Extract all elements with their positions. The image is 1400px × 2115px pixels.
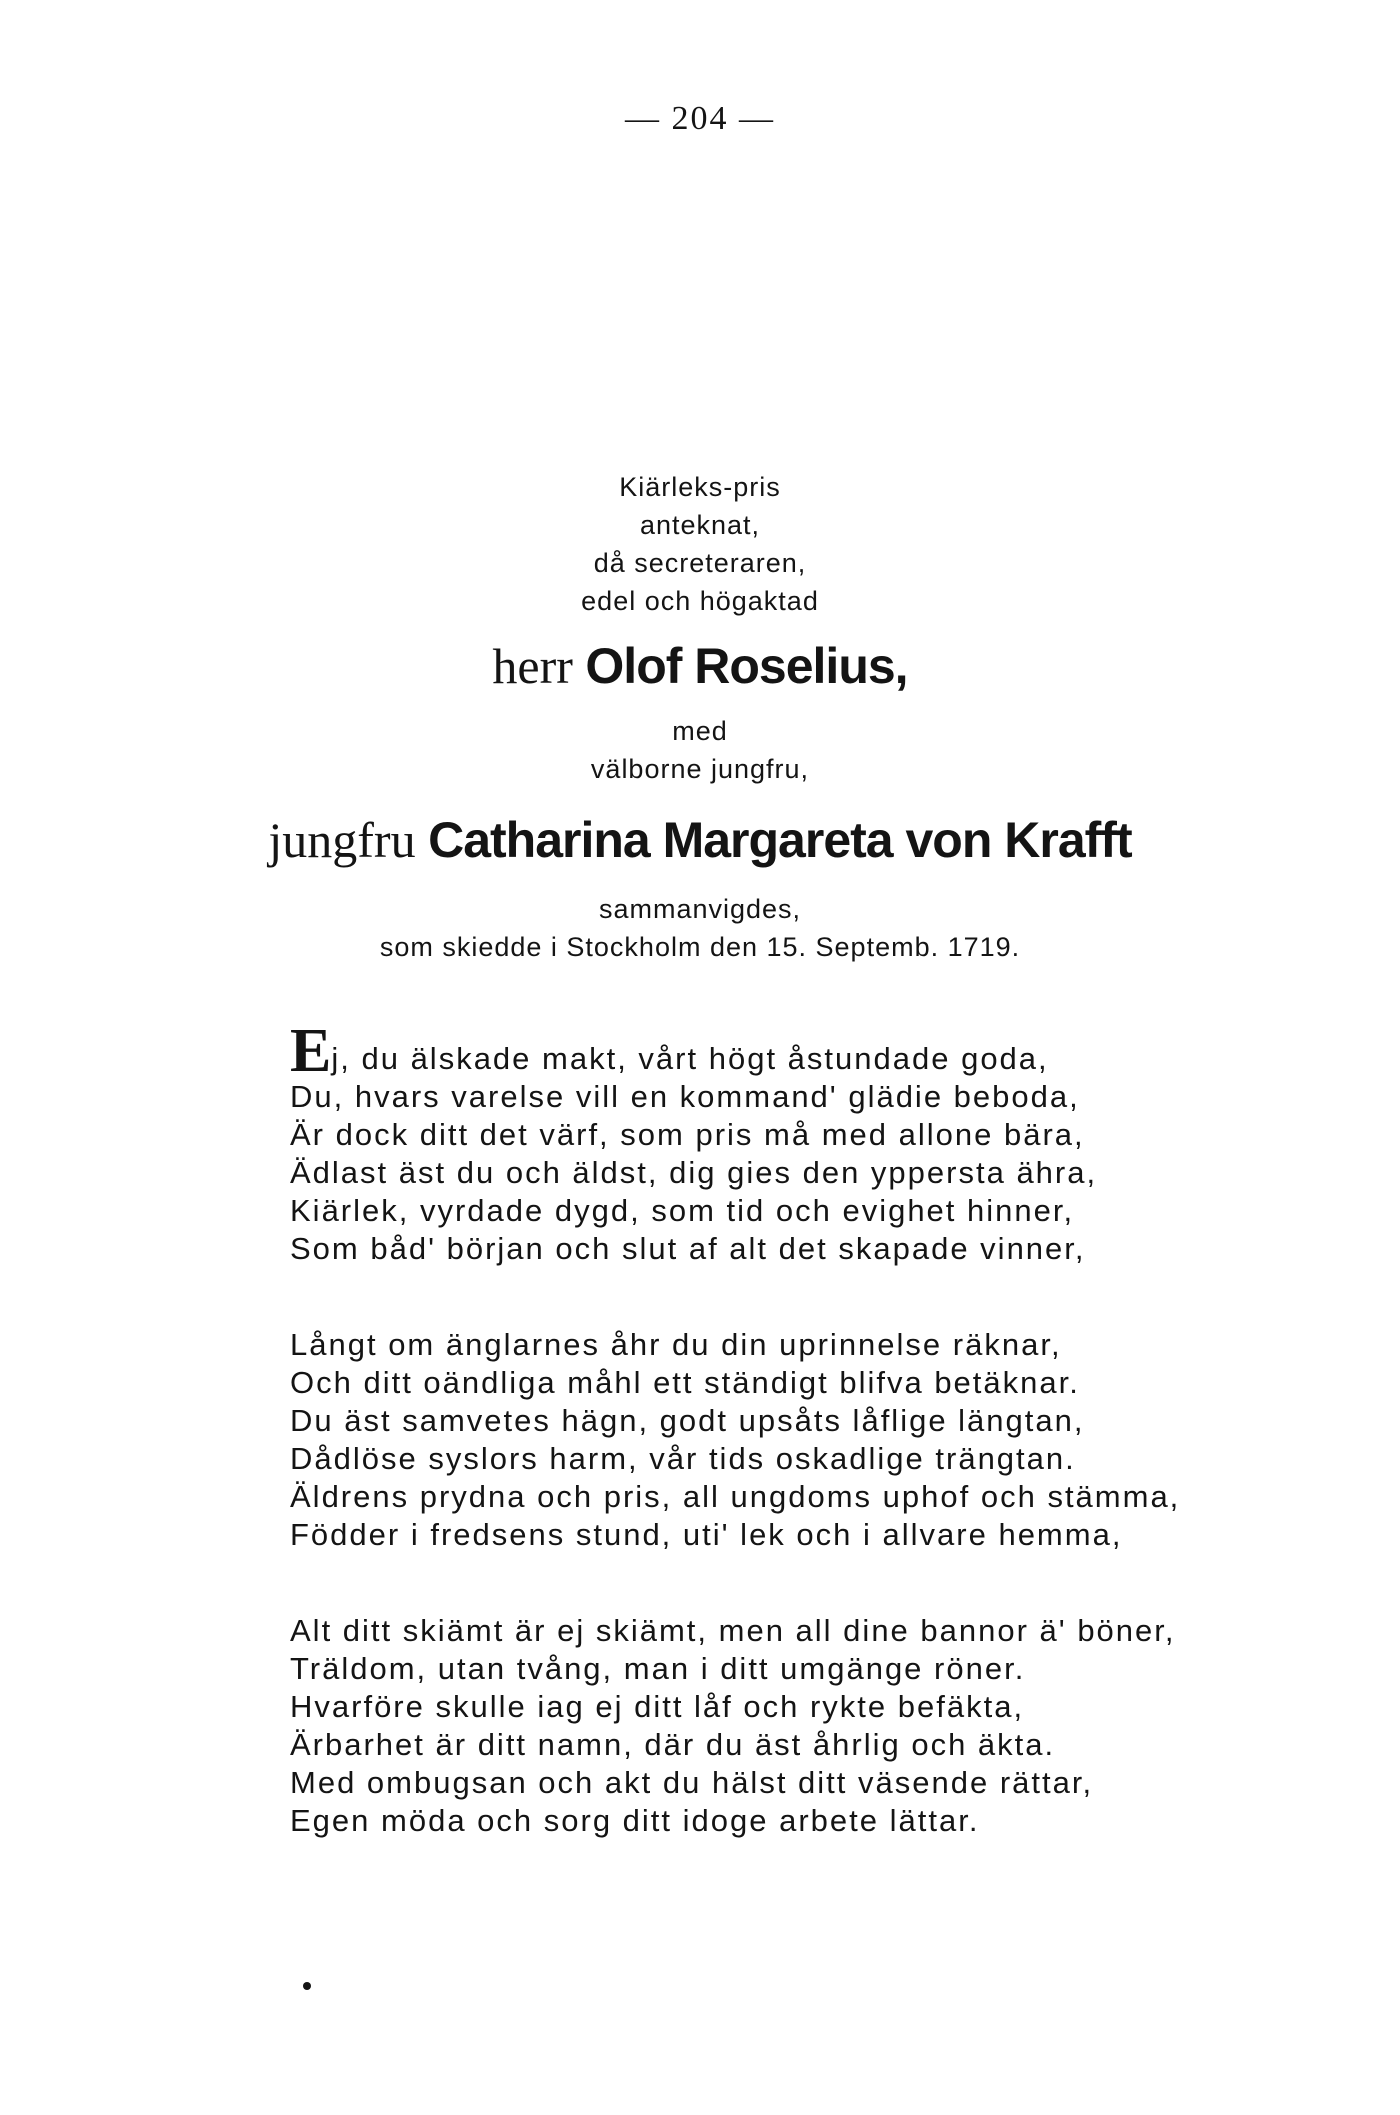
stanza-1 — [290, 1017, 1300, 1268]
stanza-3 — [290, 1612, 1300, 1840]
poem-line: Som båd' början och slut af alt det skapade vinner, — [290, 1231, 1086, 1266]
drop-cap-initial: E — [290, 1017, 332, 1085]
poem-line: Långt om änglarnes åhr du din uprinnelse räknar, — [290, 1327, 1062, 1362]
poem-line: Födder i fredsens stund, uti' lek och i allvare hemma, — [290, 1517, 1123, 1552]
poem-title-block — [0, 468, 1400, 966]
ink-dot-mark — [303, 1982, 311, 1990]
poem-line: Kiärlek, vyrdade dygd, som tid och evighet hinner, — [290, 1193, 1075, 1228]
title-line-7: välborne jungfru, — [590, 754, 810, 784]
poem-line: Ädlast äst du och äldst, dig gies den yppersta ähra, — [290, 1155, 1098, 1190]
title-line-2: anteknat, — [639, 510, 761, 540]
poem-line: Du, hvars varelse vill en kommand' glädie beboda, — [290, 1079, 1080, 1114]
poem-line: Hvarföre skulle iag ej ditt låf och rykte befäkta, — [290, 1689, 1025, 1724]
first-line-text: j, du älskade makt, vårt högt åstundade goda, — [331, 1041, 1049, 1076]
poem-line: Du äst samvetes hägn, godt upsåts låflige längtan, — [290, 1403, 1085, 1438]
title-line-4: edel och högaktad — [581, 586, 819, 616]
poem-body — [290, 1017, 1300, 1898]
poem-line: Egen möda och sorg ditt idoge arbete lättar. — [290, 1803, 980, 1838]
title-line-6: med — [672, 716, 728, 746]
groom-prefix: herr — [492, 638, 573, 694]
poem-line: Ärbarhet är ditt namn, där du äst åhrlig och äkta. — [290, 1727, 1056, 1762]
poem-line: Är dock ditt det värf, som pris må med allone bära, — [290, 1117, 1085, 1152]
poem-line: Med ombugsan och akt du hälst ditt väsende rättar, — [290, 1765, 1094, 1800]
title-line-1: Kiärleks-pris — [619, 472, 781, 502]
poem-line: Träldom, utan tvång, man i ditt umgänge röner. — [290, 1651, 1026, 1686]
groom-name: Olof Roselius, — [585, 638, 908, 694]
title-line-3: då secreteraren, — [593, 548, 807, 578]
stanza-2 — [290, 1326, 1300, 1554]
title-line-9: sammanvigdes, — [598, 894, 802, 924]
poem-line: Dådlöse syslors harm, vår tids oskadlige trängtan. — [290, 1441, 1076, 1476]
title-line-10: som skiedde i Stockholm den 15. Septemb. 1719. — [379, 932, 1021, 962]
poem-line — [290, 1017, 1300, 1085]
poem-line: Äldrens prydna och pris, all ungdoms uphof och stämma, — [290, 1479, 1181, 1514]
poem-line: Alt ditt skiämt är ej skiämt, men all dine bannor ä' böner, — [290, 1613, 1176, 1648]
groom-line — [0, 634, 1400, 698]
bride-name: Catharina Margareta von Krafft — [428, 812, 1132, 868]
page-number: — 204 — — [625, 100, 775, 137]
bride-line — [0, 808, 1400, 872]
poem-line: Och ditt oändliga måhl ett ständigt blifva betäknar. — [290, 1365, 1080, 1400]
bride-prefix: jungfru — [268, 812, 416, 868]
